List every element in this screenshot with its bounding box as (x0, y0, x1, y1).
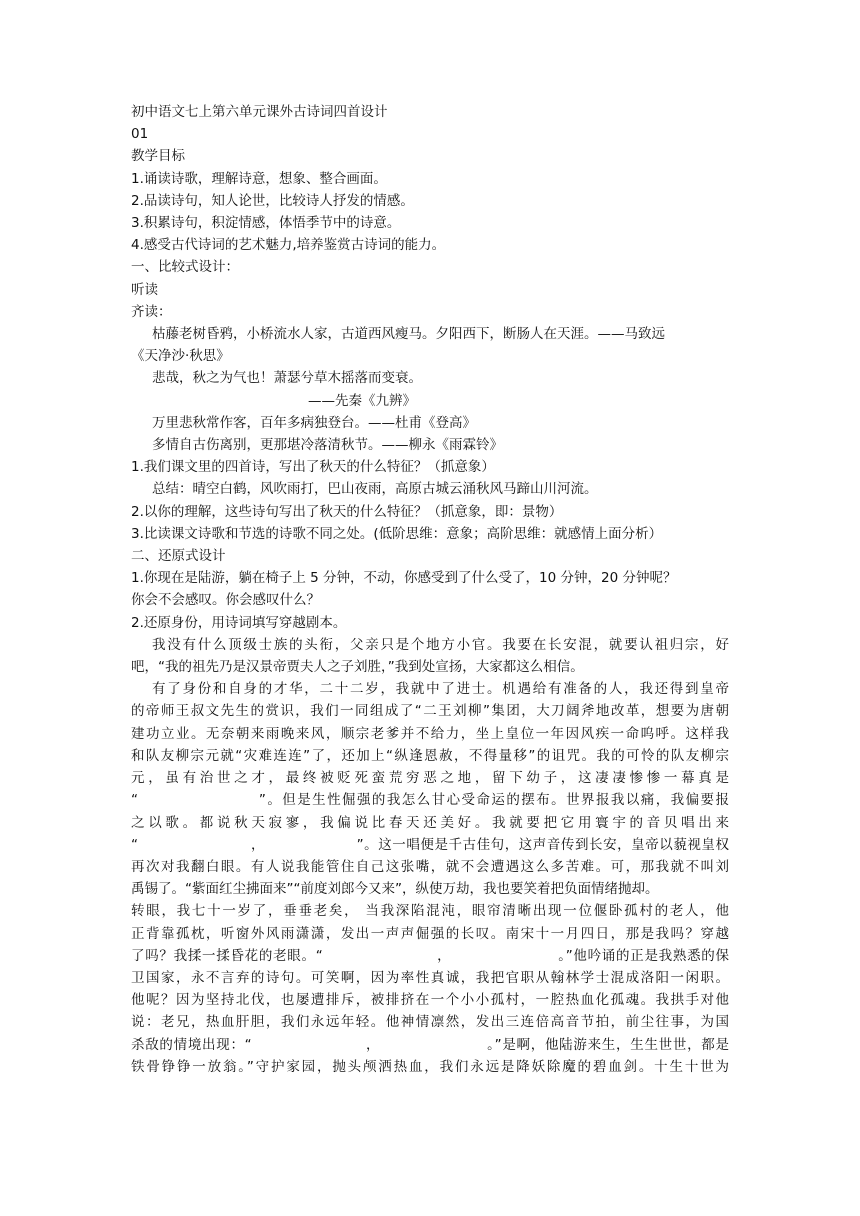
story-line: 和队友柳宗元就“灾难连连”了，还加上“纵逢恩赦，不得量移”的诅咒。我的可怜的队友柳宗 (131, 747, 729, 764)
poem-4: 多情自古伤离别，更那堪冷落清秋节。——柳永《雨霖铃》 (152, 437, 503, 454)
section-number: 01 (131, 126, 149, 143)
poem-2-line-2: ——先秦《九辨》 (308, 392, 416, 409)
story-line: 之以歌。都说秋天寂寥，我偏说比春天还美好。我就要把它用寰宇的音贝唱出来 (131, 814, 729, 831)
task-2: 2.还原身份，用诗词填写穿越剧本。 (131, 614, 347, 631)
story-line: 铁骨铮铮一放翁。”守护家园，抛头颅洒热血，我们永远是降妖除魔的碧血剑。十生十世为 (131, 1058, 729, 1075)
story-line: 说：老兄，热血肝胆，我们永远年轻。他神情凛然，发出三连倍高音节拍，前尘往事，为国 (131, 1014, 729, 1031)
story-line: 正背靠孤枕，听窗外风雨潇潇，发出一声声倔强的长叹。南宋十一月四日，那是我吗？穿越 (131, 925, 729, 942)
story-line: 有了身份和自身的才华，二十二岁，我就中了进士。机遇给有准备的人，我还得到皇帝 (152, 681, 729, 698)
story-line: 禹锡了。“紫面红尘拂面来”“前度刘郎今又来”，纵使万劫，我也要笑着把负面情绪抛却。 (131, 881, 659, 898)
story-line: “ ”。但是生性倔强的我怎么甘心受命运的摆布。世界报我以痛，我偏要报 (131, 792, 729, 809)
poem-2-line-1: 悲哉，秋之为气也！萧瑟兮草木摇落而变衰。 (152, 370, 422, 387)
part2-heading: 二、还原式设计 (131, 548, 226, 565)
story-line: 我没有什么顶级士族的头衔，父亲只是个地方小官。我要在长安混，就要认祖归宗，好 (152, 636, 729, 653)
story-line: 转眼，我七十一岁了，垂垂老矣， 当我深陷混沌，眼帘清晰出现一位偃卧孤村的老人，他 (131, 903, 729, 920)
objective-item: 2.品读诗句，知人论世，比较诗人抒发的情感。 (131, 192, 414, 209)
objective-item: 3.积累诗句，积淀情感，体悟季节中的诗意。 (131, 215, 401, 232)
story-line: 元，虽有治世之才，最终被贬死蛮荒穷恶之地，留下幼子，这凄凄惨惨一幕真是 (131, 770, 729, 787)
listen-label: 听读 (131, 281, 158, 298)
objective-item: 4.感受古代诗词的艺术魅力,培养鉴赏古诗词的能力。 (131, 237, 446, 254)
story-line: 的帝师王叔文先生的赏识，我们一同组成了“二王刘柳”集团，大刀阔斧地改革，想要为唐朝 (131, 703, 729, 720)
objective-item: 1.诵读诗歌，理解诗意，想象、整合画面。 (131, 170, 387, 187)
story-line: “ ， ”。这一唱便是千古佳句，这声音传到长安，皇帝以藐视皇权 (131, 836, 729, 853)
question-1: 1.我们课文里的四首诗，写出了秋天的什么特征？（抓意象） (131, 459, 495, 476)
story-line: 杀敌的情境出现：“ ， 。”是啊，他陆游来生，生生世世，都是 (131, 1036, 729, 1053)
objectives-heading: 教学目标 (131, 148, 185, 165)
story-line: 建功立业。无奈朝来雨晚来风，顺宗老爹并不给力，坐上皇位一年因风疾一命呜呼。这样我 (131, 725, 729, 742)
read-together-label: 齐读： (131, 303, 172, 320)
part1-heading: 一、比较式设计： (131, 259, 239, 276)
story-line: 了吗？我揉一揉昏花的老眼。“ ， 。”他吟诵的正是我熟悉的保 (131, 947, 729, 964)
document-body (131, 101, 729, 1078)
task-1-line-2: 你会不会感叹。你会感叹什么？ (131, 592, 320, 609)
story-line: 卫国家，永不言弃的诗句。可笑啊，因为率性真诚，我把官职从翰林学士混成洛阳一闲职。 (131, 969, 729, 986)
question-3: 3.比读课文诗歌和节选的诗歌不同之处。(低阶思维：意象；高阶思维：就感情上面分析） (131, 525, 663, 542)
question-2: 2.以你的理解，这些诗句写出了秋天的什么特征？（抓意象，即：景物） (131, 503, 563, 520)
summary-text: 总结：晴空白鹤，风吹雨打，巴山夜雨，高原古城云涌秋风马蹄山川河流。 (152, 481, 598, 498)
poem-3: 万里悲秋常作客，百年多病独登台。——杜甫《登高》 (152, 414, 476, 431)
story-line: 他呢？因为坚持北伐，也屡遭排斥，被排挤在一个小小孤村，一腔热血化孤魂。我拱手对他 (131, 992, 729, 1009)
poem-1-line-2: 《天净沙·秋思》 (131, 348, 230, 365)
story-line: 吧，“我的祖先乃是汉景帝贾夫人之子刘胜，”我到处宣扬，大家都这么相信。 (131, 659, 584, 676)
document-title: 初中语文七上第六单元课外古诗词四首设计 (131, 104, 388, 120)
story-line: 再次对我翻白眼。有人说我能管住自己这张嘴，就不会遭遇这么多苦难。可，那我就不叫刘 (131, 858, 729, 875)
poem-1-line-1: 枯藤老树昏鸦，小桥流水人家，古道西风瘦马。夕阳西下，断肠人在天涯。——马致远 (152, 326, 665, 343)
task-1-line-1: 1.你现在是陆游，躺在椅子上 5 分钟，不动，你感受到了什么受了，10 分钟，20 分钟呢？ (131, 570, 677, 587)
